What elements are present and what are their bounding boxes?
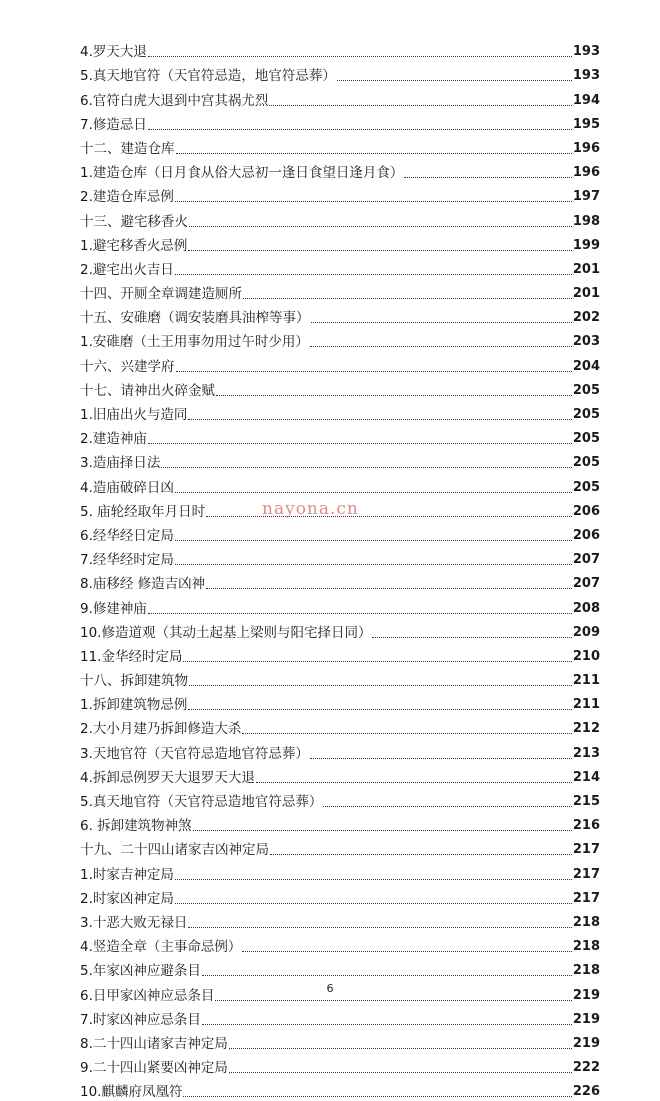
toc-entry-page: 197 xyxy=(572,189,600,205)
toc-entry xyxy=(80,37,600,61)
toc-entry xyxy=(80,859,600,883)
toc-entry-title: 1.旧庙出火与造同 xyxy=(80,407,188,423)
watermark: nayona.cn xyxy=(262,499,359,519)
dot-leader xyxy=(175,492,572,493)
toc-entry xyxy=(80,327,600,351)
toc-entry-page: 205 xyxy=(572,407,600,422)
toc-entry-title: 4.竖造全章（主事命忌例） xyxy=(80,939,242,956)
dot-leader xyxy=(243,298,572,299)
toc-entry xyxy=(80,472,600,496)
dot-leader xyxy=(175,879,572,880)
dot-leader xyxy=(206,588,572,589)
toc-entry xyxy=(80,61,600,85)
dot-leader xyxy=(148,443,572,444)
toc-entry-title: 5.真天地官符（天官符忌造地官符忌葬） xyxy=(80,794,323,810)
toc-entry-page: 211 xyxy=(572,673,600,689)
dot-leader xyxy=(183,661,571,662)
toc-entry-title: 7.修造忌日 xyxy=(80,116,147,133)
toc-entry-title: 10.修造道观（其动土起基上梁则与阳宅择日同） xyxy=(80,624,372,641)
dot-leader xyxy=(183,1096,571,1097)
toc-entry xyxy=(80,206,600,230)
toc-entry xyxy=(80,569,600,593)
toc-entry xyxy=(80,255,600,279)
toc-entry-title: 十二、建造仓库 xyxy=(80,140,175,157)
toc-entry-page: 212 xyxy=(572,721,600,737)
toc-entry xyxy=(80,932,600,956)
toc-entry xyxy=(80,763,600,787)
toc-entry-page: 206 xyxy=(572,527,600,543)
toc-entry xyxy=(80,231,600,255)
toc-entry-page: 195 xyxy=(572,116,600,132)
toc-entry-title: 9.修建神庙 xyxy=(80,600,147,617)
toc-entry-title: 1.安碓磨（土王用事勿用过午时少用） xyxy=(80,334,309,351)
toc-entry-page: 204 xyxy=(572,358,600,374)
toc-entry-title: 3.十恶大败无禄日 xyxy=(80,914,188,931)
toc-entry xyxy=(80,448,600,472)
toc-entry xyxy=(80,110,600,134)
dot-leader xyxy=(215,1000,571,1001)
toc-entry-page: 217 xyxy=(572,842,600,858)
toc-entry-page: 207 xyxy=(572,552,600,568)
toc-entry-title: 5.年家凶神应避条目 xyxy=(80,963,201,980)
toc-entry-page: 218 xyxy=(572,914,600,930)
toc-entry-title: 5. 庙轮经取年月日时 xyxy=(80,503,206,520)
toc-entry-title: 6.经华经日定局 xyxy=(80,527,174,544)
dot-leader xyxy=(202,975,572,976)
toc-entry-page: 219 xyxy=(572,1011,600,1027)
toc-entry-title: 7.时家凶神应忌条目 xyxy=(80,1011,201,1028)
toc-entry-title: 9.二十四山紧要凶神定局 xyxy=(80,1060,228,1077)
dot-leader xyxy=(269,105,571,106)
dot-leader xyxy=(202,1024,572,1025)
toc-entry-title: 2.建造仓库忌例 xyxy=(80,189,174,206)
toc-entry-page: 194 xyxy=(572,92,600,108)
toc-entry-title: 十六、兴建学府 xyxy=(80,358,175,375)
toc-entry-title: 10.麒麟府凤凰符 xyxy=(80,1084,183,1101)
toc-entry-page: 217 xyxy=(572,890,600,906)
dot-leader xyxy=(188,709,571,710)
dot-leader xyxy=(337,80,572,81)
toc-entry-page: 198 xyxy=(572,213,600,229)
toc-entry-title: 2.大小月建乃拆卸修造大杀 xyxy=(80,721,242,738)
dot-leader xyxy=(216,395,572,396)
toc-entry-title: 7.经华经时定局 xyxy=(80,552,174,569)
toc-entry-page: 215 xyxy=(572,794,600,809)
dot-leader xyxy=(242,951,571,952)
toc-entry-page: 196 xyxy=(572,165,600,181)
toc-entry-page: 193 xyxy=(572,44,600,60)
dot-leader xyxy=(175,903,572,904)
toc-entry-page: 208 xyxy=(572,600,600,616)
toc-entry-title: 十九、二十四山诸家吉凶神定局 xyxy=(80,842,269,859)
toc-entry xyxy=(80,690,600,714)
toc-entry-title: 1.建造仓库（日月食从俗大忌初一逢日食望日逢月食） xyxy=(80,165,404,182)
toc-entry xyxy=(80,1005,600,1029)
toc-entry-page: 206 xyxy=(572,503,600,519)
toc-entry-title: 十五、安碓磨（调安装磨具油榨等事） xyxy=(80,310,310,327)
dot-leader xyxy=(242,733,571,734)
toc-entry-page: 211 xyxy=(572,697,600,713)
dot-leader xyxy=(175,201,572,202)
toc-entry-page: 205 xyxy=(572,455,600,471)
toc-entry-title: 2.避宅出火吉日 xyxy=(80,261,174,278)
toc-entry-page: 205 xyxy=(572,479,600,495)
toc-entry-title: 十八、拆卸建筑物 xyxy=(80,673,188,690)
toc-entry-page: 201 xyxy=(572,286,600,302)
toc-entry-page: 210 xyxy=(572,648,600,664)
toc-entry-title: 1.拆卸建筑物忌例 xyxy=(80,697,188,714)
toc-entry xyxy=(80,545,600,569)
toc-entry-title: 4.罗天大退 xyxy=(80,44,147,61)
dot-leader xyxy=(229,1072,572,1073)
dot-leader xyxy=(175,274,572,275)
toc-entry xyxy=(80,811,600,835)
dot-leader xyxy=(310,346,572,347)
dot-leader xyxy=(229,1048,572,1049)
dot-leader xyxy=(193,830,572,831)
toc-entry-title: 8.庙移经 修造吉凶神 xyxy=(80,576,206,593)
toc-entry xyxy=(80,884,600,908)
toc-entry-title: 5.真天地官符（天官符忌造，地官符忌葬） xyxy=(80,68,336,85)
toc-entry-page: 205 xyxy=(572,382,600,398)
toc-entry-page: 218 xyxy=(572,963,600,979)
toc-entry-page: 196 xyxy=(572,140,600,156)
toc-entry-title: 6.日甲家凶神应忌条目 xyxy=(80,987,215,1004)
dot-leader xyxy=(161,467,571,468)
toc-entry xyxy=(80,593,600,617)
dot-leader xyxy=(175,564,572,565)
toc-entry xyxy=(80,908,600,932)
toc-entry-page: 193 xyxy=(572,68,600,84)
toc-entry-page: 209 xyxy=(572,624,600,640)
dot-leader xyxy=(189,226,572,227)
toc-entry-title: 十七、请神出火碎金赋 xyxy=(80,382,215,399)
toc-entry-title: 4.造庙破碎日凶 xyxy=(80,479,174,496)
toc-entry-page: 217 xyxy=(572,866,600,882)
dot-leader xyxy=(148,129,572,130)
toc-entry xyxy=(80,303,600,327)
toc-entry-title: 6. 拆卸建筑物神煞 xyxy=(80,818,192,835)
dot-leader xyxy=(148,613,572,614)
toc-entry-page: 219 xyxy=(572,987,600,1003)
toc-entry-title: 6.官符白虎大退到中宫其祸尤烈 xyxy=(80,92,269,109)
toc-entry-page: 214 xyxy=(572,769,600,785)
toc-entry xyxy=(80,1053,600,1077)
toc-entry-page: 203 xyxy=(572,334,600,350)
toc-entry-page: 226 xyxy=(572,1084,600,1100)
toc-entry-title: 1.避宅移香火忌例 xyxy=(80,237,188,254)
toc-entry-title: 11.金华经时定局 xyxy=(80,648,183,665)
toc-entry xyxy=(80,85,600,109)
toc-entry xyxy=(80,182,600,206)
toc-entry-page: 222 xyxy=(572,1060,600,1076)
toc-entry-page: 199 xyxy=(572,237,600,253)
toc-entry-page: 201 xyxy=(572,261,600,277)
toc-entry-title: 2.建造神庙 xyxy=(80,431,147,448)
toc-entry-title: 3.造庙择日法 xyxy=(80,455,161,472)
toc-entry xyxy=(80,956,600,980)
toc-entry xyxy=(80,376,600,400)
toc-entry-title: 3.天地官符（天官符忌造地官符忌葬） xyxy=(80,745,309,762)
dot-leader xyxy=(270,854,572,855)
dot-leader xyxy=(176,153,572,154)
toc-entry xyxy=(80,666,600,690)
dot-leader xyxy=(188,927,571,928)
toc-entry xyxy=(80,618,600,642)
dot-leader xyxy=(311,322,572,323)
toc-entry xyxy=(80,279,600,303)
toc-entry-page: 218 xyxy=(572,939,600,955)
toc-entry-title: 十四、开厕全章调建造厕所 xyxy=(80,286,242,303)
toc-entry xyxy=(80,400,600,424)
dot-leader xyxy=(176,371,572,372)
toc-entry xyxy=(80,351,600,375)
toc-entry xyxy=(80,424,600,448)
dot-leader xyxy=(188,250,571,251)
dot-leader xyxy=(372,637,571,638)
toc-entry xyxy=(80,787,600,811)
dot-leader xyxy=(323,806,571,807)
toc-entry-page: 207 xyxy=(572,576,600,592)
dot-leader xyxy=(148,56,572,57)
toc-entry-title: 8.二十四山诸家吉神定局 xyxy=(80,1035,228,1052)
dot-leader xyxy=(404,177,571,178)
dot-leader xyxy=(310,758,572,759)
toc-entry xyxy=(80,134,600,158)
dot-leader xyxy=(175,540,572,541)
dot-leader xyxy=(256,782,572,783)
toc-entry-page: 216 xyxy=(572,818,600,834)
toc-entry xyxy=(80,1077,600,1101)
toc-entry xyxy=(80,835,600,859)
page-number: 6 xyxy=(326,982,334,995)
toc-entry-title: 1.时家吉神定局 xyxy=(80,866,174,883)
table-of-contents xyxy=(80,37,600,1101)
toc-entry-page: 205 xyxy=(572,431,600,447)
dot-leader xyxy=(189,685,572,686)
toc-entry-page: 219 xyxy=(572,1035,600,1051)
toc-entry xyxy=(80,642,600,666)
toc-entry xyxy=(80,1029,600,1053)
dot-leader xyxy=(188,419,571,420)
toc-entry-title: 2.时家凶神定局 xyxy=(80,890,174,907)
toc-entry xyxy=(80,521,600,545)
toc-entry xyxy=(80,738,600,762)
toc-entry-page: 213 xyxy=(572,745,600,761)
toc-entry-page: 202 xyxy=(572,310,600,326)
toc-entry xyxy=(80,714,600,738)
toc-entry-title: 十三、避宅移香火 xyxy=(80,213,188,230)
toc-entry-title: 4.拆卸忌例罗天大退罗天大退 xyxy=(80,769,255,786)
toc-entry xyxy=(80,158,600,182)
